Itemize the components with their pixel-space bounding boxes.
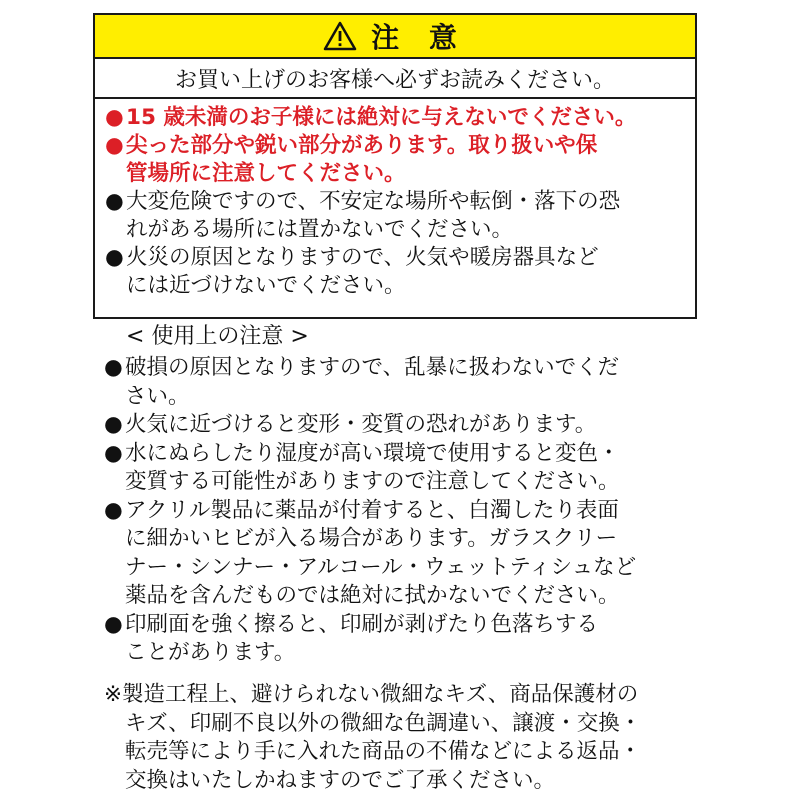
usage-item-line: 破損の原因となりますので、乱暴に扱わないでくだ	[125, 355, 620, 380]
usage-item	[104, 497, 704, 611]
bullet-icon: ●	[104, 497, 123, 523]
warning-banner	[95, 15, 695, 59]
warning-item-line: には近づけないでください。	[126, 273, 406, 298]
usage-item	[104, 611, 704, 668]
bullet-icon: ●	[105, 189, 124, 214]
usage-item-line: に細かいヒビが入る場合があります。ガラスクリー	[125, 526, 618, 551]
warning-item-line: 火災の原因となりますので、火気や暖房器具など	[126, 245, 599, 270]
disclaimer-line: 交換はいたしかねますのでご了承ください。	[125, 767, 556, 793]
warning-item	[105, 104, 695, 132]
warning-item-line: れがある場所には置かないでください。	[126, 217, 514, 242]
warning-triangle-icon	[323, 21, 357, 51]
bullet-icon: ●	[104, 611, 123, 637]
disclaimer-note	[104, 681, 714, 795]
warning-box	[93, 13, 697, 319]
warning-item	[105, 244, 695, 300]
usage-section	[104, 322, 704, 668]
disclaimer-line: キズ、印刷不良以外の微細な色調違い、譲渡・交換・	[125, 710, 642, 736]
usage-item-line: 水にぬらしたり湿度が高い環境で使用すると変色・	[125, 440, 620, 466]
usage-item	[104, 354, 704, 411]
warning-list	[95, 99, 695, 300]
warning-item	[105, 132, 695, 188]
usage-item-line: 火気に近づけると変形・変質の恐れがあります。	[125, 412, 597, 437]
usage-heading: < 使用上の注意 >	[126, 324, 309, 349]
bullet-icon: ●	[104, 355, 123, 380]
warning-item-line: 管場所に注意してください。	[126, 161, 406, 186]
usage-item-line: 変質する可能性がありますので注意してください。	[125, 469, 620, 494]
warning-subtitle: お買い上げのお客様へ必ずお読みください。	[95, 59, 695, 99]
usage-item-line: 印刷面を強く擦ると、印刷が剥げたり色落ちする	[125, 611, 599, 637]
usage-item	[104, 440, 704, 497]
bullet-icon: ●	[104, 440, 123, 466]
bullet-icon: ●	[105, 245, 124, 270]
disclaimer-line: 転売等により手に入れた商品の不備などによる返品・	[125, 739, 642, 764]
usage-item-line: 薬品を含んだものでは絶対に拭かないでください。	[125, 583, 620, 608]
usage-item-line: さい。	[125, 383, 190, 409]
warning-item	[105, 188, 695, 244]
bullet-icon: ●	[105, 133, 124, 158]
bullet-icon: ●	[105, 105, 124, 130]
usage-item-line: ナー・シンナー・アルコール・ウェットティシュなど	[125, 554, 637, 580]
warning-item-line: 尖った部分や鋭い部分があります。取り扱いや保	[126, 133, 598, 158]
warning-item-line: 大変危険ですので、不安定な場所や転倒・落下の恐	[126, 189, 621, 214]
disclaimer-text	[104, 681, 714, 795]
warning-item-line: 15 歳未満のお子様には絶対に与えないでください。	[126, 105, 637, 130]
bullet-icon: ●	[104, 412, 123, 437]
warning-title: 注 意	[371, 21, 467, 54]
usage-item-line: アクリル製品に薬品が付着すると、白濁したり表面	[125, 497, 619, 523]
disclaimer-line: ※製造工程上、避けられない微細なキズ、商品保護材の	[104, 682, 639, 707]
usage-item	[104, 411, 704, 440]
usage-item-line: ことがあります。	[125, 640, 296, 665]
